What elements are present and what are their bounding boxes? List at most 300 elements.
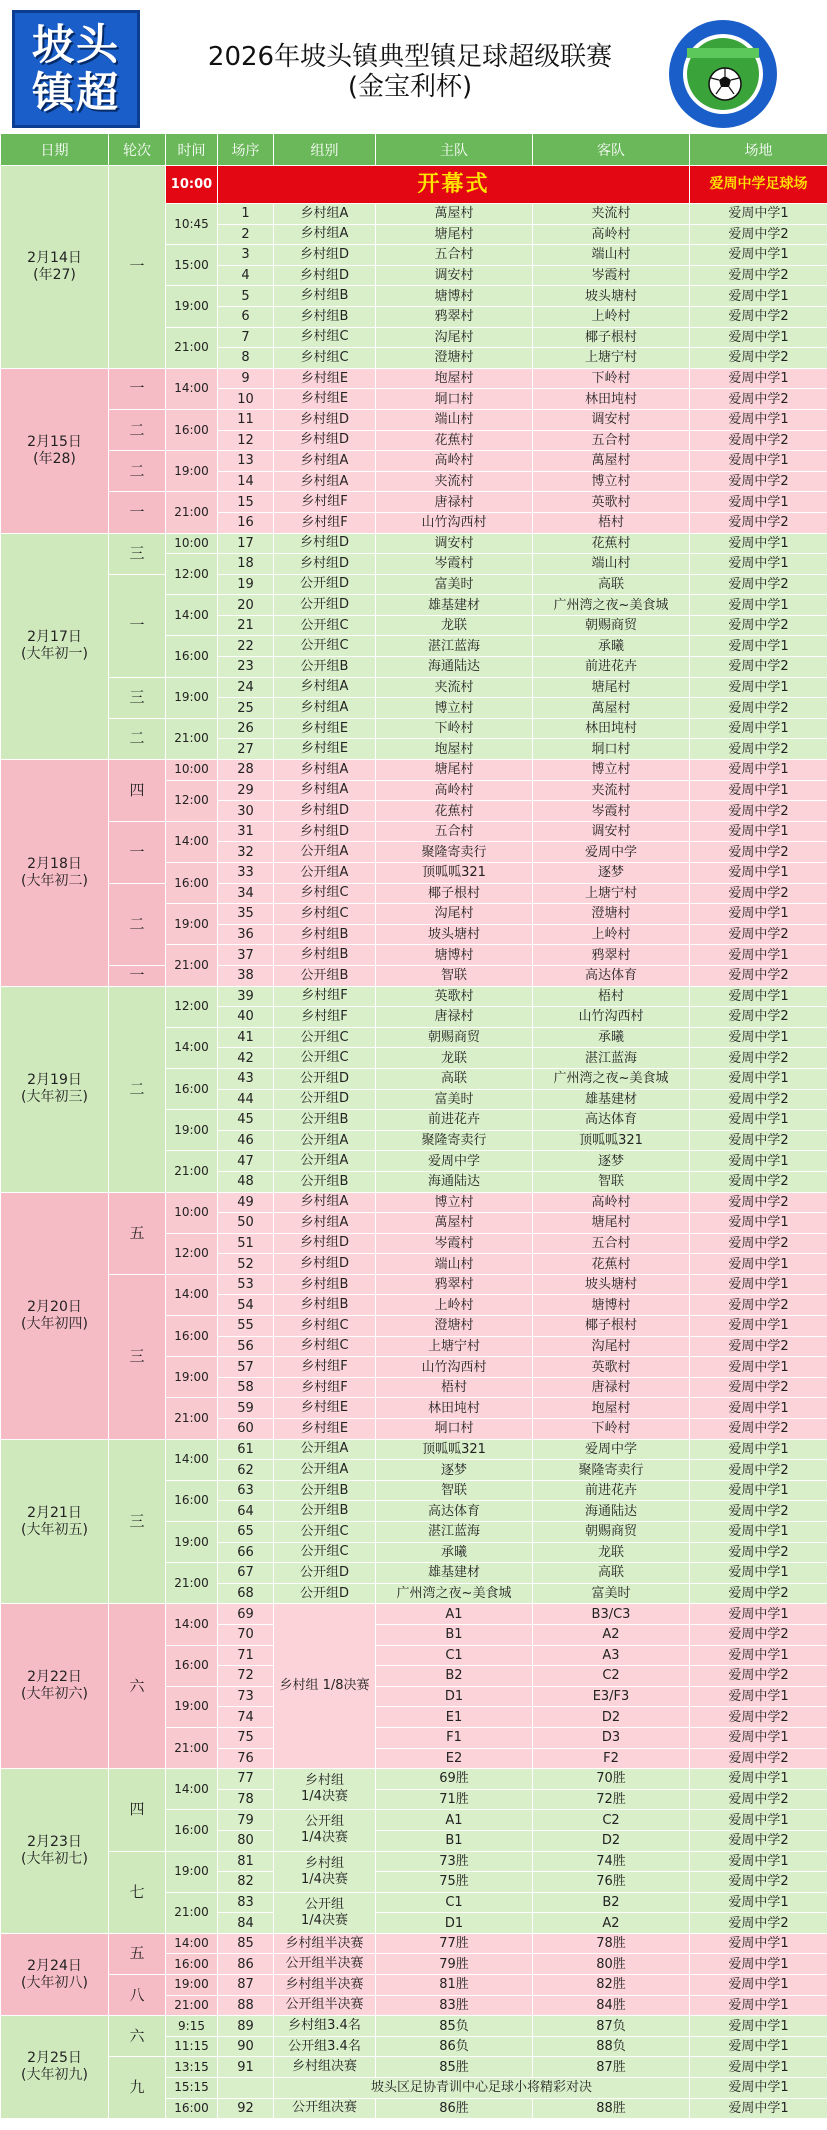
date-cell: 2月22日 (大年初六) (1, 1604, 109, 1769)
away-team-cell: 88胜 (533, 2098, 690, 2119)
match-number-cell: 21 (218, 615, 274, 636)
venue-cell: 爱周中学1 (690, 204, 827, 225)
home-team-cell: 高达体育 (376, 1501, 533, 1522)
table-row (1, 2016, 827, 2037)
venue-cell: 爱周中学2 (690, 1872, 827, 1893)
round-cell: 八 (109, 1975, 166, 2016)
venue-cell: 爱周中学2 (690, 1789, 827, 1810)
group-cell: 乡村组D (274, 554, 376, 575)
match-number-cell: 9 (218, 368, 274, 389)
round-cell: 三 (109, 677, 166, 718)
time-cell: 19:00 (166, 1110, 218, 1151)
time-cell: 21:00 (166, 327, 218, 368)
away-team-cell: 82胜 (533, 1975, 690, 1996)
away-team-cell: 岑霞村 (533, 265, 690, 286)
venue-cell: 爱周中学2 (690, 1377, 827, 1398)
group-cell: 公开组A (274, 1460, 376, 1481)
match-number-cell: 62 (218, 1460, 274, 1481)
match-number-cell: 10 (218, 389, 274, 410)
match-number-cell: 14 (218, 471, 274, 492)
time-cell: 13:15 (166, 2057, 218, 2078)
home-team-cell: 萬屋村 (376, 1213, 533, 1234)
match-number-cell: 41 (218, 1027, 274, 1048)
venue-cell: 爱周中学2 (690, 1830, 827, 1851)
time-cell: 11:15 (166, 2036, 218, 2057)
home-team-cell: 博立村 (376, 1192, 533, 1213)
table-row (1, 368, 827, 389)
home-team-cell: 爱周中学 (376, 1151, 533, 1172)
group-cell: 乡村组B (274, 306, 376, 327)
time-cell: 10:00 (166, 1192, 218, 1233)
home-team-cell: 上塘宁村 (376, 1336, 533, 1357)
time-cell: 16:00 (166, 636, 218, 677)
home-team-cell: 顶呱呱321 (376, 863, 533, 884)
time-cell: 12:00 (166, 780, 218, 821)
group-cell: 公开组B (274, 965, 376, 986)
home-team-cell: 朝赐商贸 (376, 1027, 533, 1048)
away-team-cell: 垉屋村 (533, 1398, 690, 1419)
column-header: 主队 (376, 134, 533, 166)
match-number-cell: 61 (218, 1439, 274, 1460)
time-cell: 21:00 (166, 1563, 218, 1604)
match-number-cell: 87 (218, 1975, 274, 1996)
home-team-cell: D1 (376, 1686, 533, 1707)
away-team-cell: 澄塘村 (533, 904, 690, 925)
match-number-cell: 71 (218, 1645, 274, 1666)
match-number-cell: 49 (218, 1192, 274, 1213)
venue-cell: 爱周中学1 (690, 2098, 827, 2119)
venue-cell: 爱周中学1 (690, 1810, 827, 1831)
away-team-cell: 英歌村 (533, 1357, 690, 1378)
match-number-cell: 30 (218, 801, 274, 822)
match-number-cell: 37 (218, 945, 274, 966)
home-team-cell: 75胜 (376, 1872, 533, 1893)
date-cell: 2月15日 (年28) (1, 368, 109, 533)
group-cell: 乡村组C (274, 327, 376, 348)
home-team-cell: D1 (376, 1913, 533, 1934)
time-cell: 10:45 (166, 204, 218, 245)
away-team-cell: C2 (533, 1666, 690, 1687)
round-cell: 一 (109, 368, 166, 409)
group-cell: 公开组D (274, 1583, 376, 1604)
match-number-cell: 47 (218, 1151, 274, 1172)
home-team-cell: 智联 (376, 1480, 533, 1501)
match-number-cell: 69 (218, 1604, 274, 1625)
away-team-cell: 下岭村 (533, 1419, 690, 1440)
venue-cell: 爱周中学1 (690, 1645, 827, 1666)
time-cell: 21:00 (166, 492, 218, 533)
table-row (1, 718, 827, 739)
round-cell: 六 (109, 1604, 166, 1769)
home-team-cell: 鸦翠村 (376, 1274, 533, 1295)
match-number-cell: 26 (218, 718, 274, 739)
match-number-cell: 36 (218, 924, 274, 945)
away-team-cell: 调安村 (533, 409, 690, 430)
venue-cell: 爱周中学1 (690, 1563, 827, 1584)
home-team-cell: 雄基建材 (376, 1563, 533, 1584)
match-number-cell: 15 (218, 492, 274, 513)
home-team-cell: B2 (376, 1666, 533, 1687)
group-cell: 公开组半决赛 (274, 1995, 376, 2016)
venue-cell: 爱周中学1 (690, 1522, 827, 1543)
away-team-cell: E3/F3 (533, 1686, 690, 1707)
time-cell: 19:00 (166, 904, 218, 945)
match-number-cell: 56 (218, 1336, 274, 1357)
football-association-logo-icon (667, 18, 779, 130)
round-cell: 六 (109, 2016, 166, 2057)
venue-cell: 爱周中学2 (690, 1913, 827, 1934)
home-team-cell: E2 (376, 1748, 533, 1769)
time-cell: 21:00 (166, 1398, 218, 1439)
date-cell: 2月19日 (大年初三) (1, 986, 109, 1192)
round-cell: 一 (109, 492, 166, 533)
match-number-cell: 50 (218, 1213, 274, 1234)
time-cell: 12:00 (166, 554, 218, 595)
group-cell: 乡村组E (274, 368, 376, 389)
group-cell: 公开组C (274, 1542, 376, 1563)
table-row (1, 1933, 827, 1954)
group-cell: 乡村组D (274, 265, 376, 286)
venue-cell: 爱周中学1 (690, 636, 827, 657)
group-cell: 公开组 1/4决赛 (274, 1810, 376, 1851)
opening-time: 10:00 (166, 166, 218, 204)
group-cell: 乡村组F (274, 986, 376, 1007)
group-cell: 乡村组D (274, 1254, 376, 1275)
time-cell: 14:00 (166, 1604, 218, 1645)
venue-cell: 爱周中学2 (690, 924, 827, 945)
match-number-cell: 72 (218, 1666, 274, 1687)
group-cell: 公开组3.4名 (274, 2036, 376, 2057)
match-number-cell: 85 (218, 1933, 274, 1954)
away-team-cell: 78胜 (533, 1933, 690, 1954)
away-team-cell: 74胜 (533, 1851, 690, 1872)
match-number-cell: 77 (218, 1769, 274, 1790)
venue-cell: 爱周中学1 (690, 821, 827, 842)
away-team-cell: 广州湾之夜~美食城 (533, 1068, 690, 1089)
page-header (0, 0, 827, 133)
group-cell: 乡村组E (274, 718, 376, 739)
group-cell: 公开组半决赛 (274, 1954, 376, 1975)
home-team-cell: 海通陆达 (376, 657, 533, 678)
table-row (1, 574, 827, 595)
home-team-cell: 顶呱呱321 (376, 1439, 533, 1460)
away-team-cell: 塘尾村 (533, 677, 690, 698)
group-cell: 乡村组A (274, 677, 376, 698)
venue-cell: 爱周中学1 (690, 1727, 827, 1748)
table-row (1, 986, 827, 1007)
time-cell: 16:00 (166, 863, 218, 904)
group-cell: 乡村组A (274, 698, 376, 719)
venue-cell: 爱周中学1 (690, 554, 827, 575)
date-cell: 2月23日 (大年初七) (1, 1769, 109, 1934)
group-cell: 公开组D (274, 1068, 376, 1089)
away-team-cell: 博立村 (533, 471, 690, 492)
venue-cell: 爱周中学1 (690, 780, 827, 801)
time-cell: 19:00 (166, 1686, 218, 1727)
venue-cell: 爱周中学1 (690, 718, 827, 739)
home-team-cell: 萬屋村 (376, 204, 533, 225)
time-cell: 19:00 (166, 677, 218, 718)
venue-cell: 爱周中学1 (690, 1316, 827, 1337)
group-cell: 乡村组C (274, 883, 376, 904)
venue-cell: 爱周中学1 (690, 2057, 827, 2078)
home-team-cell: 垌口村 (376, 389, 533, 410)
group-cell: 乡村组F (274, 512, 376, 533)
home-team-cell: 花蕉村 (376, 801, 533, 822)
venue-cell: 爱周中学1 (690, 863, 827, 884)
time-cell: 16:00 (166, 1316, 218, 1357)
group-cell: 乡村组A (274, 780, 376, 801)
match-number-cell: 79 (218, 1810, 274, 1831)
venue-cell: 爱周中学2 (690, 430, 827, 451)
venue-cell: 爱周中学2 (690, 224, 827, 245)
home-team-cell: 高岭村 (376, 451, 533, 472)
group-cell: 乡村组C (274, 1336, 376, 1357)
table-row (1, 965, 827, 986)
home-team-cell: 逐梦 (376, 1460, 533, 1481)
column-header: 组别 (274, 134, 376, 166)
time-cell: 21:00 (166, 945, 218, 986)
home-team-cell: 塘博村 (376, 945, 533, 966)
match-number-cell: 64 (218, 1501, 274, 1522)
column-header: 场序 (218, 134, 274, 166)
time-cell: 16:00 (166, 409, 218, 450)
match-number-cell: 78 (218, 1789, 274, 1810)
match-number-cell: 76 (218, 1748, 274, 1769)
match-number-cell: 92 (218, 2098, 274, 2119)
home-team-cell: A1 (376, 1810, 533, 1831)
away-team-cell: D2 (533, 1830, 690, 1851)
match-number-cell: 57 (218, 1357, 274, 1378)
away-team-cell: 80胜 (533, 1954, 690, 1975)
group-cell: 乡村组D (274, 409, 376, 430)
time-cell: 16:00 (166, 1645, 218, 1686)
time-cell: 21:00 (166, 1151, 218, 1192)
round-cell: 一 (109, 574, 166, 677)
away-team-cell: 塘博村 (533, 1295, 690, 1316)
away-team-cell: 高岭村 (533, 224, 690, 245)
home-team-cell: 博立村 (376, 698, 533, 719)
home-team-cell: 雄基建材 (376, 595, 533, 616)
table-row (1, 760, 827, 781)
venue-cell: 爱周中学1 (690, 1213, 827, 1234)
match-number-cell: 84 (218, 1913, 274, 1934)
table-row (1, 409, 827, 430)
away-team-cell: 上岭村 (533, 924, 690, 945)
venue-cell: 爱周中学1 (690, 2036, 827, 2057)
venue-cell: 爱周中学1 (690, 1439, 827, 1460)
home-team-cell: 77胜 (376, 1933, 533, 1954)
match-number-cell: 11 (218, 409, 274, 430)
home-team-cell: 承曦 (376, 1542, 533, 1563)
date-cell: 2月20日 (大年初四) (1, 1192, 109, 1439)
round-cell: 四 (109, 1769, 166, 1851)
home-team-cell: 端山村 (376, 1254, 533, 1275)
group-cell: 公开组B (274, 657, 376, 678)
venue-cell: 爱周中学2 (690, 965, 827, 986)
group-cell: 乡村组半决赛 (274, 1933, 376, 1954)
group-cell: 公开组D (274, 1563, 376, 1584)
time-cell: 14:00 (166, 1439, 218, 1480)
away-team-cell: 76胜 (533, 1872, 690, 1893)
group-cell: 乡村组F (274, 1007, 376, 1028)
venue-cell: 爱周中学1 (690, 492, 827, 513)
match-number-cell: 20 (218, 595, 274, 616)
home-team-cell: 83胜 (376, 1995, 533, 2016)
home-team-cell: 塘尾村 (376, 224, 533, 245)
home-team-cell: C1 (376, 1645, 533, 1666)
time-cell: 14:00 (166, 1933, 218, 1954)
venue-cell: 爱周中学2 (690, 1501, 827, 1522)
opening-title: 开幕式 (218, 166, 690, 204)
away-team-cell: 逐梦 (533, 1151, 690, 1172)
away-team-cell: 花蕉村 (533, 1254, 690, 1275)
round-cell: 三 (109, 1274, 166, 1439)
group-cell: 乡村组B (274, 945, 376, 966)
group-cell: 公开组B (274, 1110, 376, 1131)
group-cell: 乡村组D (274, 245, 376, 266)
away-team-cell: 聚隆寄卖行 (533, 1460, 690, 1481)
match-number-cell: 23 (218, 657, 274, 678)
round-cell: 一 (109, 166, 166, 369)
special-event-cell: 坡头区足协青训中心足球小将精彩对决 (274, 2078, 690, 2099)
match-number-cell: 32 (218, 842, 274, 863)
venue-cell: 爱周中学2 (690, 1624, 827, 1645)
logo-text-line2: 镇超 (31, 68, 120, 117)
group-cell: 乡村组A (274, 471, 376, 492)
time-cell: 16:00 (166, 1068, 218, 1109)
venue-cell: 爱周中学1 (690, 677, 827, 698)
home-team-cell: 湛江蓝海 (376, 1522, 533, 1543)
match-number-cell: 90 (218, 2036, 274, 2057)
away-team-cell: 高达体育 (533, 965, 690, 986)
group-cell: 乡村组A (274, 224, 376, 245)
date-cell: 2月25日 (大年初九) (1, 2016, 109, 2119)
date-cell: 2月24日 (大年初八) (1, 1933, 109, 2015)
home-team-cell: 调安村 (376, 265, 533, 286)
match-number-cell: 58 (218, 1377, 274, 1398)
time-cell: 19:00 (166, 451, 218, 492)
page-subtitle: (金宝利杯) (347, 72, 473, 102)
time-cell: 16:00 (166, 2098, 218, 2119)
venue-cell: 爱周中学2 (690, 1130, 827, 1151)
away-team-cell: 梧村 (533, 986, 690, 1007)
away-team-cell: 调安村 (533, 821, 690, 842)
venue-cell: 爱周中学1 (690, 2016, 827, 2037)
date-cell: 2月18日 (大年初二) (1, 760, 109, 987)
home-team-cell: 71胜 (376, 1789, 533, 1810)
match-number-cell: 19 (218, 574, 274, 595)
venue-cell: 爱周中学1 (690, 1769, 827, 1790)
match-number-cell: 59 (218, 1398, 274, 1419)
group-cell: 乡村组C (274, 348, 376, 369)
group-cell: 公开组A (274, 842, 376, 863)
away-team-cell: 84胜 (533, 1995, 690, 2016)
away-team-cell: 87胜 (533, 2057, 690, 2078)
venue-cell: 爱周中学2 (690, 471, 827, 492)
home-team-cell: 林田坉村 (376, 1398, 533, 1419)
match-number-cell: 17 (218, 533, 274, 554)
home-team-cell: 梧村 (376, 1377, 533, 1398)
home-team-cell: 英歌村 (376, 986, 533, 1007)
away-team-cell: 端山村 (533, 554, 690, 575)
match-number-cell: 34 (218, 883, 274, 904)
venue-cell: 爱周中学1 (690, 1254, 827, 1275)
date-cell: 2月14日 (年27) (1, 166, 109, 369)
group-cell: 乡村组F (274, 1357, 376, 1378)
home-team-cell: 聚隆寄卖行 (376, 1130, 533, 1151)
venue-cell: 爱周中学1 (690, 368, 827, 389)
venue-cell: 爱周中学2 (690, 842, 827, 863)
match-number-cell: 86 (218, 1954, 274, 1975)
away-team-cell: 72胜 (533, 1789, 690, 1810)
group-cell: 乡村组C (274, 1316, 376, 1337)
home-team-cell: 86胜 (376, 2098, 533, 2119)
group-cell: 公开组决赛 (274, 2098, 376, 2119)
match-number-cell: 51 (218, 1233, 274, 1254)
date-cell: 2月21日 (大年初五) (1, 1439, 109, 1604)
home-team-cell: 山竹沟西村 (376, 512, 533, 533)
group-cell: 公开组D (274, 574, 376, 595)
away-team-cell: 沟尾村 (533, 1336, 690, 1357)
home-team-cell: 沟尾村 (376, 904, 533, 925)
time-cell: 10:00 (166, 760, 218, 781)
table-row (1, 1975, 827, 1996)
time-cell: 10:00 (166, 533, 218, 554)
match-number-cell: 44 (218, 1089, 274, 1110)
group-cell: 公开组A (274, 1151, 376, 1172)
away-team-cell: 夹流村 (533, 204, 690, 225)
venue-cell: 爱周中学2 (690, 1089, 827, 1110)
match-number-cell: 1 (218, 204, 274, 225)
away-team-cell: B2 (533, 1892, 690, 1913)
match-number-cell: 48 (218, 1171, 274, 1192)
group-cell: 乡村组B (274, 1295, 376, 1316)
round-cell: 五 (109, 1933, 166, 1974)
away-team-cell: 雄基建材 (533, 1089, 690, 1110)
time-cell: 14:00 (166, 1027, 218, 1068)
venue-cell: 爱周中学2 (690, 657, 827, 678)
time-cell: 21:00 (166, 718, 218, 759)
home-team-cell: 广州湾之夜~美食城 (376, 1583, 533, 1604)
venue-cell: 爱周中学1 (690, 286, 827, 307)
league-logo (12, 10, 140, 128)
round-cell: 二 (109, 718, 166, 759)
time-cell: 19:00 (166, 1357, 218, 1398)
venue-cell: 爱周中学1 (690, 2078, 827, 2099)
away-team-cell: 高联 (533, 574, 690, 595)
home-team-cell: 鸦翠村 (376, 306, 533, 327)
time-cell: 9:15 (166, 2016, 218, 2037)
venue-cell: 爱周中学1 (690, 1151, 827, 1172)
venue-cell: 爱周中学2 (690, 739, 827, 760)
venue-cell: 爱周中学1 (690, 760, 827, 781)
table-row (1, 883, 827, 904)
venue-cell: 爱周中学1 (690, 1995, 827, 2016)
home-team-cell: A1 (376, 1604, 533, 1625)
away-team-cell: 顶呱呱321 (533, 1130, 690, 1151)
table-row (1, 2057, 827, 2078)
venue-cell: 爱周中学1 (690, 1274, 827, 1295)
home-team-cell: 沟尾村 (376, 327, 533, 348)
away-team-cell: 下岭村 (533, 368, 690, 389)
group-cell: 乡村组B (274, 1274, 376, 1295)
group-cell: 乡村组D (274, 1233, 376, 1254)
match-number-cell: 46 (218, 1130, 274, 1151)
home-team-cell: 夹流村 (376, 471, 533, 492)
group-cell: 乡村组E (274, 1398, 376, 1419)
venue-cell: 爱周中学2 (690, 1707, 827, 1728)
